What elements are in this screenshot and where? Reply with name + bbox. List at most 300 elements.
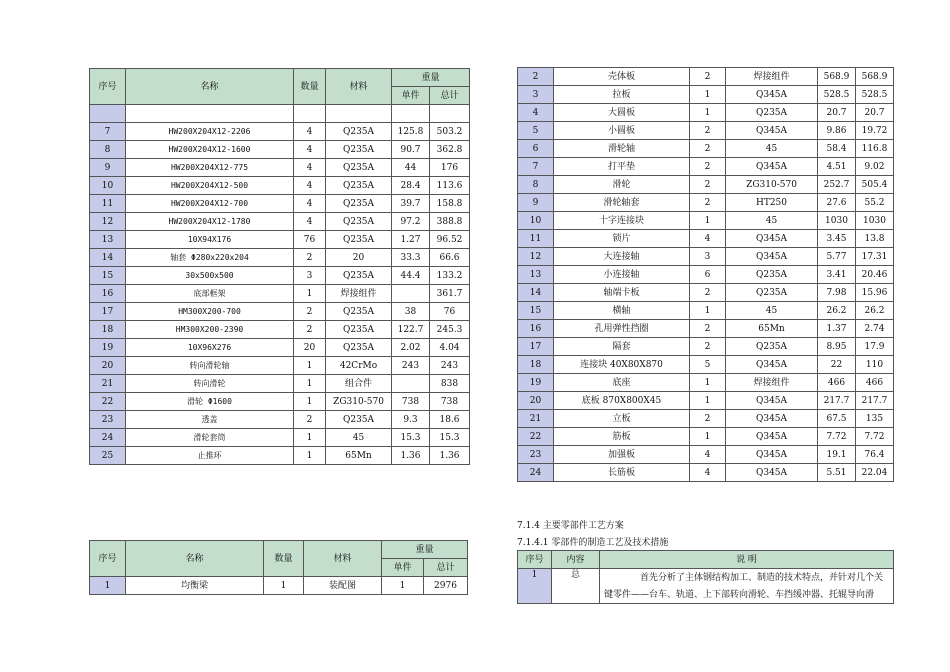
material-cell: Q345A <box>726 356 818 374</box>
seq-cell: 14 <box>518 284 554 302</box>
header-material: 材料 <box>326 69 392 105</box>
header-unit-weight: 单件 <box>382 559 424 577</box>
unit-weight-cell: 5.77 <box>818 248 856 266</box>
name-cell: 隔套 <box>554 338 690 356</box>
material-cell: 45 <box>726 212 818 230</box>
qty-cell: 1 <box>294 447 326 465</box>
desc-header-content: 内容 <box>552 551 600 569</box>
seq-cell: 7 <box>90 123 126 141</box>
qty-cell: 1 <box>690 374 726 392</box>
seq-cell: 14 <box>90 249 126 267</box>
table-row <box>518 140 894 158</box>
total-weight-cell: 76 <box>430 303 470 321</box>
unit-weight-cell: 568.9 <box>818 68 856 86</box>
name-cell: 滑轮套筒 <box>126 429 294 447</box>
total-weight-cell: 361.7 <box>430 285 470 303</box>
qty-cell: 2 <box>294 303 326 321</box>
material-cell: 45 <box>726 140 818 158</box>
unit-weight-cell: 3.45 <box>818 230 856 248</box>
qty-cell: 1 <box>690 428 726 446</box>
unit-weight-cell: 2.02 <box>392 339 430 357</box>
name-cell: 滑轮轴套 <box>554 194 690 212</box>
desc-seq-cell: 1 <box>518 569 552 604</box>
name-cell: 均衡梁 <box>126 577 264 595</box>
qty-cell: 2 <box>690 194 726 212</box>
table-row <box>518 338 894 356</box>
table-row <box>90 177 470 195</box>
seq-cell: 7 <box>518 158 554 176</box>
table-row <box>518 446 894 464</box>
subsection-heading: 7.1.4.1 零部件的制造工艺及技术措施 <box>517 538 669 548</box>
table-row <box>518 569 894 587</box>
material-cell: 65Mn <box>726 320 818 338</box>
total-weight-cell: 388.8 <box>430 213 470 231</box>
material-cell: Q235A <box>326 231 392 249</box>
total-weight-cell: 528.5 <box>856 86 894 104</box>
material-cell: Q235A <box>326 267 392 285</box>
header-qty: 数量 <box>264 541 304 577</box>
table-row <box>90 429 470 447</box>
total-weight-cell: 245.3 <box>430 321 470 339</box>
seq-cell: 12 <box>518 248 554 266</box>
table-row <box>90 105 470 123</box>
seq-cell: 23 <box>90 411 126 429</box>
total-weight-cell: 568.9 <box>856 68 894 86</box>
total-weight-cell: 2976 <box>424 577 468 595</box>
qty-cell: 76 <box>294 231 326 249</box>
total-weight-cell: 133.2 <box>430 267 470 285</box>
name-cell: 拉板 <box>554 86 690 104</box>
table-row <box>90 393 470 411</box>
seq-cell: 9 <box>518 194 554 212</box>
table-row <box>518 248 894 266</box>
seq-cell: 24 <box>518 464 554 482</box>
seq-cell: 10 <box>518 212 554 230</box>
name-cell: 连接块 40X80X870 <box>554 356 690 374</box>
unit-weight-cell: 26.2 <box>818 302 856 320</box>
name-cell <box>126 105 294 123</box>
unit-weight-cell: 58.4 <box>818 140 856 158</box>
header-unit-weight: 单件 <box>392 87 430 105</box>
table-row <box>518 464 894 482</box>
header-qty: 数量 <box>294 69 326 105</box>
parts-table-bottom-body <box>90 577 468 595</box>
unit-weight-cell <box>392 105 430 123</box>
seq-cell: 10 <box>90 177 126 195</box>
table-row <box>518 302 894 320</box>
unit-weight-cell <box>392 285 430 303</box>
table-row <box>518 104 894 122</box>
name-cell: 锁片 <box>554 230 690 248</box>
table-row <box>90 447 470 465</box>
material-cell: Q345A <box>726 410 818 428</box>
desc-text-line: 首先分析了主体钢结构加工、制造的技术特点，并针对几个关 <box>600 569 894 587</box>
header-seq: 序号 <box>90 69 126 105</box>
seq-cell: 5 <box>518 122 554 140</box>
material-cell: Q235A <box>726 338 818 356</box>
qty-cell: 2 <box>690 320 726 338</box>
unit-weight-cell: 252.7 <box>818 176 856 194</box>
qty-cell: 2 <box>294 321 326 339</box>
material-cell: 焊接组件 <box>326 285 392 303</box>
table-row <box>90 285 470 303</box>
material-cell: Q235A <box>326 159 392 177</box>
total-weight-cell: 362.8 <box>430 141 470 159</box>
total-weight-cell: 2.74 <box>856 320 894 338</box>
total-weight-cell: 505.4 <box>856 176 894 194</box>
unit-weight-cell: 466 <box>818 374 856 392</box>
seq-cell: 22 <box>518 428 554 446</box>
qty-cell: 2 <box>690 158 726 176</box>
header-name: 名称 <box>126 69 294 105</box>
table-row <box>518 158 894 176</box>
table-row <box>518 68 894 86</box>
name-cell: HW200X204X12-775 <box>126 159 294 177</box>
qty-cell: 2 <box>690 122 726 140</box>
seq-cell: 19 <box>518 374 554 392</box>
qty-cell: 2 <box>690 284 726 302</box>
total-weight-cell: 135 <box>856 410 894 428</box>
seq-cell: 18 <box>90 321 126 339</box>
table-row <box>518 266 894 284</box>
unit-weight-cell: 20.7 <box>818 104 856 122</box>
seq-cell: 17 <box>518 338 554 356</box>
desc-header-description: 说 明 <box>600 551 894 569</box>
qty-cell: 2 <box>690 338 726 356</box>
total-weight-cell: 13.8 <box>856 230 894 248</box>
material-cell: Q235A <box>326 195 392 213</box>
table-row <box>518 122 894 140</box>
name-cell: 转向滑轮 <box>126 375 294 393</box>
table-row <box>90 195 470 213</box>
seq-cell: 8 <box>518 176 554 194</box>
qty-cell: 4 <box>294 123 326 141</box>
total-weight-cell: 17.9 <box>856 338 894 356</box>
seq-cell: 15 <box>90 267 126 285</box>
unit-weight-cell: 27.6 <box>818 194 856 212</box>
unit-weight-cell: 15.3 <box>392 429 430 447</box>
name-cell: 小圆板 <box>554 122 690 140</box>
name-cell: 立板 <box>554 410 690 428</box>
total-weight-cell: 1.36 <box>430 447 470 465</box>
material-cell: Q345A <box>726 86 818 104</box>
table-row <box>518 320 894 338</box>
qty-cell: 4 <box>294 141 326 159</box>
total-weight-cell: 116.8 <box>856 140 894 158</box>
seq-cell: 11 <box>90 195 126 213</box>
unit-weight-cell: 1.37 <box>818 320 856 338</box>
qty-cell: 6 <box>690 266 726 284</box>
name-cell: 滑轮轴 <box>554 140 690 158</box>
desc-text-line: 键零件——台车、轨道、上下部转向滑轮、车挡缓冲器、托辊导向滑 <box>600 586 894 604</box>
material-cell: Q235A <box>726 104 818 122</box>
table-row <box>90 577 468 595</box>
total-weight-cell <box>430 105 470 123</box>
seq-cell: 13 <box>90 231 126 249</box>
table-row <box>90 321 470 339</box>
unit-weight-cell: 125.8 <box>392 123 430 141</box>
seq-cell: 16 <box>90 285 126 303</box>
table-row <box>518 212 894 230</box>
total-weight-cell: 19.72 <box>856 122 894 140</box>
name-cell: 筋板 <box>554 428 690 446</box>
material-cell: Q235A <box>726 284 818 302</box>
total-weight-cell: 76.4 <box>856 446 894 464</box>
unit-weight-cell: 8.95 <box>818 338 856 356</box>
material-cell: 组合件 <box>326 375 392 393</box>
unit-weight-cell: 528.5 <box>818 86 856 104</box>
total-weight-cell: 176 <box>430 159 470 177</box>
material-cell: Q235A <box>326 339 392 357</box>
total-weight-cell: 466 <box>856 374 894 392</box>
unit-weight-cell: 122.7 <box>392 321 430 339</box>
unit-weight-cell: 97.2 <box>392 213 430 231</box>
seq-cell: 25 <box>90 447 126 465</box>
material-cell: Q235A <box>326 411 392 429</box>
table-row <box>90 357 470 375</box>
material-cell: ZG310-570 <box>726 176 818 194</box>
seq-cell: 22 <box>90 393 126 411</box>
qty-cell: 1 <box>690 302 726 320</box>
material-cell: 焊接组件 <box>726 68 818 86</box>
total-weight-cell: 55.2 <box>856 194 894 212</box>
seq-cell: 4 <box>518 104 554 122</box>
table-row <box>518 284 894 302</box>
name-cell: 30x500x500 <box>126 267 294 285</box>
name-cell: 横轴 <box>554 302 690 320</box>
unit-weight-cell: 67.5 <box>818 410 856 428</box>
unit-weight-cell: 4.51 <box>818 158 856 176</box>
table-row <box>518 428 894 446</box>
total-weight-cell: 22.04 <box>856 464 894 482</box>
qty-cell: 2 <box>690 140 726 158</box>
header-weight: 重量 <box>392 69 470 87</box>
name-cell: 滑轮 <box>554 176 690 194</box>
table-row <box>90 213 470 231</box>
parts-table-left <box>89 68 470 465</box>
name-cell: 孔用弹性挡圈 <box>554 320 690 338</box>
name-cell: 大圆板 <box>554 104 690 122</box>
unit-weight-cell: 44 <box>392 159 430 177</box>
qty-cell: 1 <box>294 285 326 303</box>
table-row <box>90 411 470 429</box>
material-cell: 45 <box>326 429 392 447</box>
seq-cell: 6 <box>518 140 554 158</box>
qty-cell: 4 <box>690 230 726 248</box>
material-cell: 20 <box>326 249 392 267</box>
material-cell: Q235A <box>326 213 392 231</box>
table-row <box>518 374 894 392</box>
name-cell: 止推环 <box>126 447 294 465</box>
seq-cell: 20 <box>90 357 126 375</box>
total-weight-cell: 9.02 <box>856 158 894 176</box>
seq-cell: 21 <box>90 375 126 393</box>
seq-cell: 9 <box>90 159 126 177</box>
total-weight-cell: 243 <box>430 357 470 375</box>
desc-content-cell: 总 <box>552 569 600 604</box>
qty-cell: 2 <box>294 411 326 429</box>
name-cell: HM300X200-2390 <box>126 321 294 339</box>
qty-cell: 1 <box>690 86 726 104</box>
material-cell: Q235A <box>326 141 392 159</box>
unit-weight-cell: 44.4 <box>392 267 430 285</box>
section-heading: 7.1.4 主要零部件工艺方案 <box>517 521 624 531</box>
table-row <box>90 123 470 141</box>
qty-cell: 1 <box>264 577 304 595</box>
name-cell: 轴套 Φ280x220x204 <box>126 249 294 267</box>
seq-cell: 13 <box>518 266 554 284</box>
table-row <box>518 194 894 212</box>
unit-weight-cell: 1.36 <box>392 447 430 465</box>
name-cell: HW200X204X12-500 <box>126 177 294 195</box>
total-weight-cell: 4.04 <box>430 339 470 357</box>
header-material: 材料 <box>304 541 382 577</box>
material-cell: Q345A <box>726 464 818 482</box>
total-weight-cell: 1030 <box>856 212 894 230</box>
unit-weight-cell: 738 <box>392 393 430 411</box>
total-weight-cell: 738 <box>430 393 470 411</box>
unit-weight-cell: 7.98 <box>818 284 856 302</box>
material-cell: 45 <box>726 302 818 320</box>
material-cell: Q345A <box>726 230 818 248</box>
name-cell: 底座 <box>554 374 690 392</box>
table-row <box>90 249 470 267</box>
qty-cell: 2 <box>690 176 726 194</box>
qty-cell: 4 <box>294 195 326 213</box>
material-cell: Q235A <box>326 177 392 195</box>
unit-weight-cell: 3.41 <box>818 266 856 284</box>
name-cell: 壳体板 <box>554 68 690 86</box>
qty-cell: 2 <box>294 249 326 267</box>
unit-weight-cell: 1.27 <box>392 231 430 249</box>
unit-weight-cell: 243 <box>392 357 430 375</box>
unit-weight-cell: 38 <box>392 303 430 321</box>
name-cell: 打平垫 <box>554 158 690 176</box>
unit-weight-cell: 90.7 <box>392 141 430 159</box>
name-cell: 加强板 <box>554 446 690 464</box>
seq-cell: 8 <box>90 141 126 159</box>
table-row <box>90 303 470 321</box>
name-cell: HW200X204X12-700 <box>126 195 294 213</box>
material-cell: 65Mn <box>326 447 392 465</box>
seq-cell: 15 <box>518 302 554 320</box>
material-cell: 焊接组件 <box>726 374 818 392</box>
material-cell: Q345A <box>726 428 818 446</box>
qty-cell: 20 <box>294 339 326 357</box>
total-weight-cell: 7.72 <box>856 428 894 446</box>
unit-weight-cell: 5.51 <box>818 464 856 482</box>
total-weight-cell: 17.31 <box>856 248 894 266</box>
unit-weight-cell: 19.1 <box>818 446 856 464</box>
name-cell: 10X94X176 <box>126 231 294 249</box>
total-weight-cell: 113.6 <box>430 177 470 195</box>
qty-cell: 2 <box>690 68 726 86</box>
qty-cell: 1 <box>690 392 726 410</box>
seq-cell: 2 <box>518 68 554 86</box>
total-weight-cell: 838 <box>430 375 470 393</box>
total-weight-cell: 18.6 <box>430 411 470 429</box>
total-weight-cell: 20.7 <box>856 104 894 122</box>
table-row <box>518 176 894 194</box>
unit-weight-cell <box>392 375 430 393</box>
material-cell: Q345A <box>726 392 818 410</box>
unit-weight-cell: 9.3 <box>392 411 430 429</box>
material-cell: Q235A <box>326 303 392 321</box>
material-cell: Q235A <box>326 123 392 141</box>
name-cell: HM300X200-700 <box>126 303 294 321</box>
material-cell: ZG310-570 <box>326 393 392 411</box>
qty-cell <box>294 105 326 123</box>
qty-cell: 4 <box>690 446 726 464</box>
total-weight-cell: 503.2 <box>430 123 470 141</box>
name-cell: HW200X204X12-1600 <box>126 141 294 159</box>
qty-cell: 1 <box>690 212 726 230</box>
seq-cell: 24 <box>90 429 126 447</box>
seq-cell: 16 <box>518 320 554 338</box>
total-weight-cell: 15.96 <box>856 284 894 302</box>
process-description-table <box>517 550 894 604</box>
material-cell: Q235A <box>726 266 818 284</box>
total-weight-cell: 158.8 <box>430 195 470 213</box>
qty-cell: 4 <box>294 213 326 231</box>
material-cell: Q345A <box>726 158 818 176</box>
qty-cell: 1 <box>294 429 326 447</box>
qty-cell: 1 <box>294 393 326 411</box>
name-cell: 小连接轴 <box>554 266 690 284</box>
table-row <box>90 141 470 159</box>
qty-cell: 5 <box>690 356 726 374</box>
material-cell: 装配图 <box>304 577 382 595</box>
name-cell: 转向滑轮轴 <box>126 357 294 375</box>
seq-cell: 11 <box>518 230 554 248</box>
unit-weight-cell: 9.86 <box>818 122 856 140</box>
desc-header-seq: 序号 <box>518 551 552 569</box>
unit-weight-cell: 33.3 <box>392 249 430 267</box>
table-row <box>518 230 894 248</box>
qty-cell: 1 <box>294 357 326 375</box>
material-cell: HT250 <box>726 194 818 212</box>
name-cell: HW200X204X12-2206 <box>126 123 294 141</box>
seq-cell: 3 <box>518 86 554 104</box>
total-weight-cell: 96.52 <box>430 231 470 249</box>
seq-cell: 23 <box>518 446 554 464</box>
name-cell: 底部框架 <box>126 285 294 303</box>
qty-cell: 4 <box>294 177 326 195</box>
unit-weight-cell: 217.7 <box>818 392 856 410</box>
seq-cell: 1 <box>90 577 126 595</box>
parts-table-left-body <box>90 105 470 465</box>
qty-cell: 1 <box>690 104 726 122</box>
qty-cell: 3 <box>294 267 326 285</box>
total-weight-cell: 66.6 <box>430 249 470 267</box>
name-cell: 底板 870X800X45 <box>554 392 690 410</box>
unit-weight-cell: 39.7 <box>392 195 430 213</box>
material-cell: Q345A <box>726 248 818 266</box>
total-weight-cell: 26.2 <box>856 302 894 320</box>
name-cell: 大连接轴 <box>554 248 690 266</box>
qty-cell: 3 <box>690 248 726 266</box>
header-seq: 序号 <box>90 541 126 577</box>
name-cell: 滑轮 Φ1600 <box>126 393 294 411</box>
parts-table-right-body <box>518 68 894 482</box>
table-row <box>518 392 894 410</box>
table-row <box>518 410 894 428</box>
unit-weight-cell: 1 <box>382 577 424 595</box>
total-weight-cell: 15.3 <box>430 429 470 447</box>
qty-cell: 4 <box>690 464 726 482</box>
seq-cell: 21 <box>518 410 554 428</box>
table-row <box>90 375 470 393</box>
